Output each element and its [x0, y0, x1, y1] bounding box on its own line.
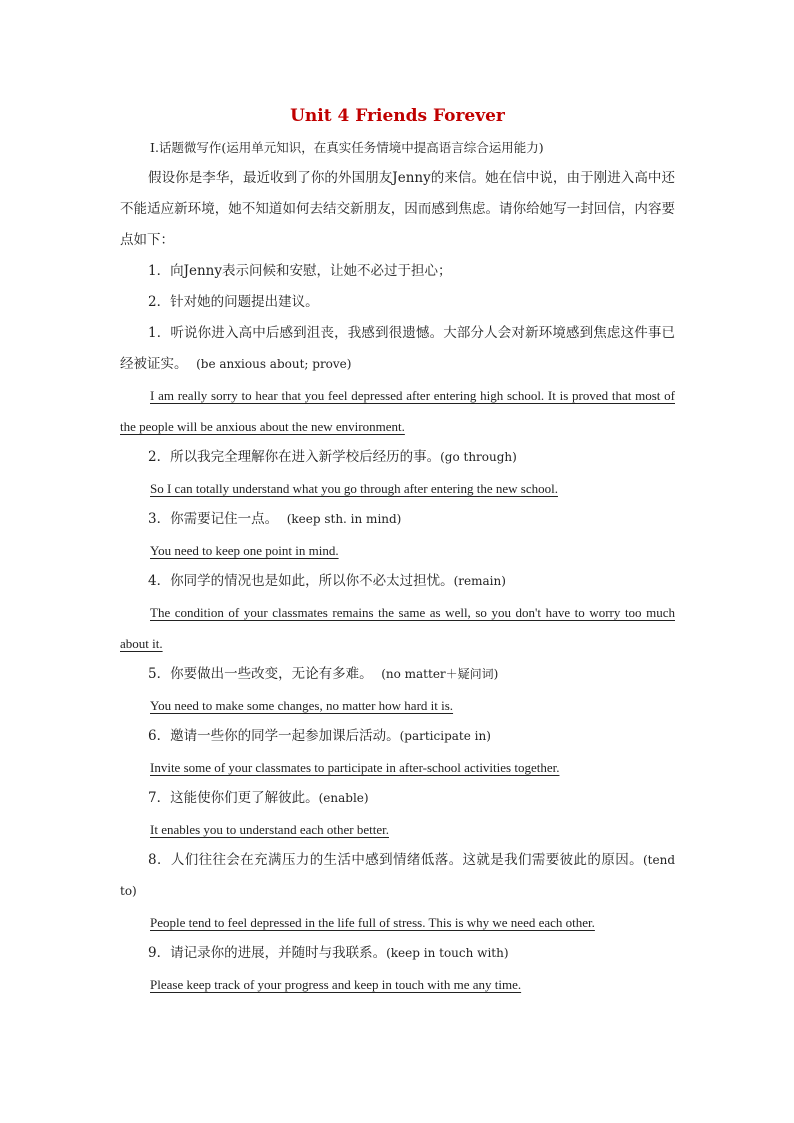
exercise-prompt — [120, 721, 675, 752]
answer-text: The condition of your classmates remains the same as well, so you don't have to worry too much about it. — [120, 605, 675, 651]
exercise-answer — [120, 535, 675, 566]
answer-text: It enables you to understand each other better. — [150, 822, 389, 837]
exercise-answer — [120, 969, 675, 1000]
exercise-item — [120, 659, 675, 721]
prompt-hint: (go through) — [440, 450, 517, 464]
prompt-hint: (keep in touch with) — [386, 946, 509, 960]
task-point: 2．针对她的问题提出建议。 — [148, 294, 319, 310]
exercise-item — [120, 504, 675, 566]
prompt-text: 5．你要做出一些改变，无论有多难。 — [148, 666, 373, 682]
exercise-prompt — [120, 845, 675, 907]
answer-text: You need to keep one point in mind. — [150, 543, 339, 558]
prompt-text: 9．请记录你的进展，并随时与我联系。 — [148, 945, 387, 961]
exercise-item — [120, 721, 675, 783]
prompt-text: 6．邀请一些你的同学一起参加课后活动。 — [148, 728, 400, 744]
exercise-answer — [120, 597, 675, 659]
exercise-prompt — [120, 318, 675, 380]
prompt-hint: (be anxious about; prove) — [196, 357, 352, 371]
prompt-hint: (tend to) — [120, 853, 675, 898]
prompt-hint: (enable) — [318, 791, 369, 805]
exercise-answer — [120, 814, 675, 845]
answer-text: Please keep track of your progress and keep in touch with me any time. — [150, 977, 522, 992]
section-heading: Ⅰ.话题微写作(运用单元知识，在真实任务情境中提高语言综合运用能力) — [150, 140, 544, 155]
answer-text: So I can totally understand what you go through after entering the new school. — [150, 481, 558, 496]
answer-text: You need to make some changes, no matter how hard it is. — [150, 698, 454, 713]
answer-text: I am really sorry to hear that you feel depressed after entering high school. It is proved that most of the people will be anxious about the new environment. — [120, 388, 675, 434]
prompt-text: 4．你同学的情况也是如此，所以你不必太过担忧。 — [148, 573, 454, 589]
exercise-prompt — [120, 659, 675, 690]
prompt-text: 2．所以我完全理解你在进入新学校后经历的事。 — [148, 449, 441, 465]
answer-text: People tend to feel depressed in the life full of stress. This is why we need each other. — [150, 915, 595, 930]
prompt-hint: (remain) — [453, 574, 506, 588]
exercise-prompt — [120, 504, 675, 535]
exercise-item — [120, 845, 675, 938]
exercise-answer — [120, 380, 675, 442]
prompt-text: 1．听说你进入高中后感到沮丧，我感到很遗憾。大部分人会对新环境感到焦虑这件事已经被证实。 — [120, 325, 675, 372]
prompt-hint: (participate in) — [399, 729, 491, 743]
task-point: 1．向Jenny表示问候和安慰，让她不必过于担心； — [148, 263, 452, 279]
page-title: Unit 4 Friends Forever — [290, 106, 505, 126]
task-intro: 假设你是李华，最近收到了你的外国朋友Jenny的来信。她在信中说，由于刚进入高中还不能适应新环境，她不知道如何去结交新朋友，因而感到焦虑。请你给她写一封回信，内容要点如下： — [120, 170, 675, 248]
prompt-text: 7．这能使你们更了解彼此。 — [148, 790, 319, 806]
worksheet-page — [120, 100, 675, 1000]
exercise-item — [120, 938, 675, 1000]
exercise-prompt — [120, 938, 675, 969]
prompt-text: 3．你需要记住一点。 — [148, 511, 279, 527]
exercise-answer — [120, 473, 675, 504]
prompt-text: 8．人们往往会在充满压力的生活中感到情绪低落。这就是我们需要彼此的原因。 — [148, 852, 643, 868]
exercise-item — [120, 318, 675, 442]
exercise-answer — [120, 752, 675, 783]
exercise-answer — [120, 907, 675, 938]
exercise-item — [120, 442, 675, 504]
exercise-answer — [120, 690, 675, 721]
prompt-hint: (no matter＋疑问词) — [381, 667, 499, 681]
exercise-item — [120, 566, 675, 659]
exercise-prompt — [120, 566, 675, 597]
prompt-hint: (keep sth. in mind) — [286, 512, 402, 526]
exercise-item — [120, 783, 675, 845]
answer-text: Invite some of your classmates to participate in after-school activities together. — [150, 760, 560, 775]
exercise-prompt — [120, 442, 675, 473]
exercise-prompt — [120, 783, 675, 814]
